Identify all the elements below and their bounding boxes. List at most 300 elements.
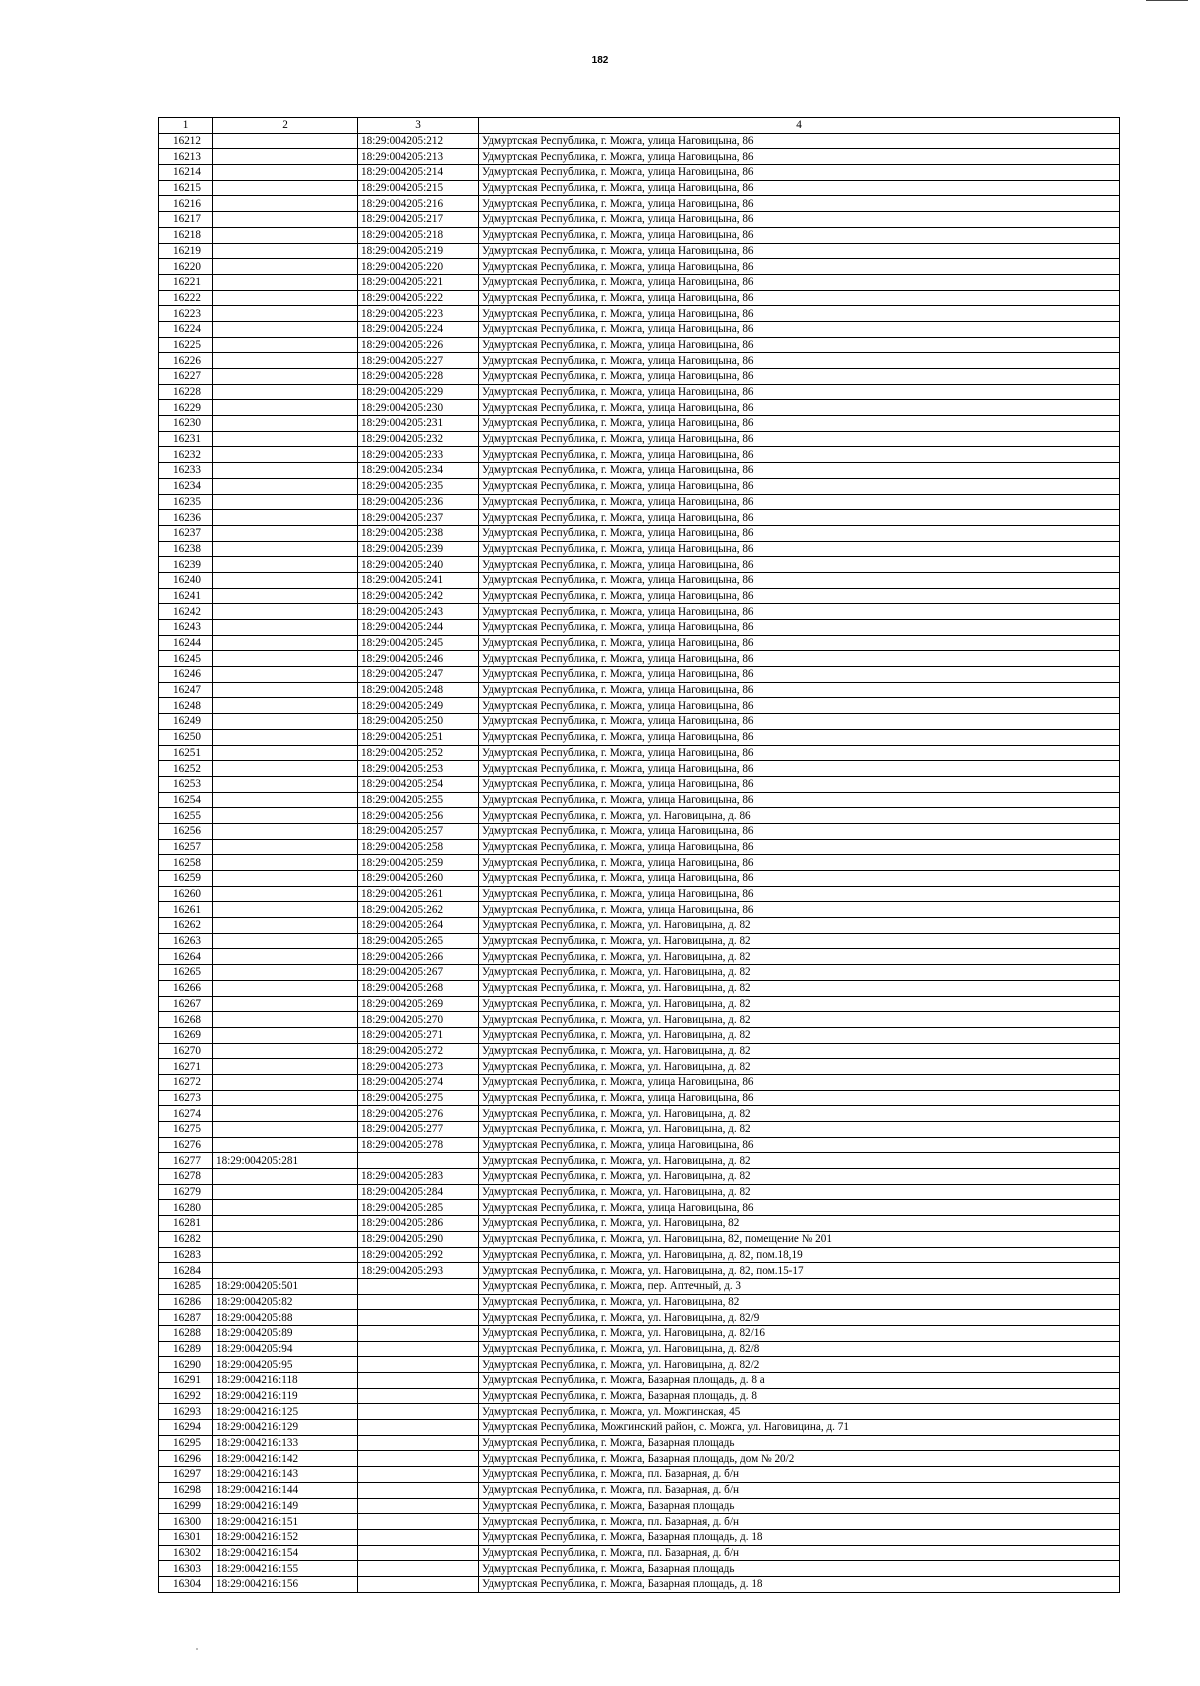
room-cadastral-number-cell: 18:29:004205:243 <box>358 604 479 620</box>
room-cadastral-number-cell <box>358 1310 479 1326</box>
room-cadastral-number-cell: 18:29:004205:237 <box>358 510 479 526</box>
room-cadastral-number-cell: 18:29:004205:248 <box>358 682 479 698</box>
room-cadastral-number-cell <box>358 1357 479 1373</box>
cadastral-number-cell <box>213 839 358 855</box>
table-row <box>159 478 1120 494</box>
cadastral-number-cell <box>213 306 358 322</box>
cadastral-number-cell <box>213 1043 358 1059</box>
cadastral-number-cell <box>213 196 358 212</box>
room-cadastral-number-cell: 18:29:004205:261 <box>358 886 479 902</box>
table-row <box>159 1278 1120 1294</box>
address-cell: Удмуртская Республика, г. Можга, пл. Базарная, д. б/н <box>479 1467 1120 1483</box>
room-cadastral-number-cell: 18:29:004205:264 <box>358 918 479 934</box>
table-row <box>159 1325 1120 1341</box>
cadastral-number-cell: 18:29:004216:129 <box>213 1420 358 1436</box>
address-cell: Удмуртская Республика, г. Можга, Базарная площадь, д. 8 <box>479 1388 1120 1404</box>
table-row <box>159 902 1120 918</box>
address-cell: Удмуртская Республика, Можгинский район, с. Можга, ул. Наговицина, д. 71 <box>479 1420 1120 1436</box>
row-number-cell: 16229 <box>159 400 213 416</box>
address-cell: Удмуртская Республика, г. Можга, улица Наговицына, 86 <box>479 682 1120 698</box>
cadastral-number-cell: 18:29:004216:151 <box>213 1514 358 1530</box>
address-cell: Удмуртская Республика, г. Можга, ул. Наговицына, д. 82 <box>479 1122 1120 1138</box>
room-cadastral-number-cell: 18:29:004205:234 <box>358 463 479 479</box>
cadastral-number-cell: 18:29:004205:501 <box>213 1278 358 1294</box>
table-row <box>159 321 1120 337</box>
address-cell: Удмуртская Республика, г. Можга, улица Наговицына, 86 <box>479 494 1120 510</box>
row-number-cell: 16279 <box>159 1184 213 1200</box>
table-row <box>159 729 1120 745</box>
row-number-cell: 16231 <box>159 431 213 447</box>
room-cadastral-number-cell: 18:29:004205:242 <box>358 588 479 604</box>
table-row <box>159 980 1120 996</box>
room-cadastral-number-cell: 18:29:004205:271 <box>358 1027 479 1043</box>
row-number-cell: 16248 <box>159 698 213 714</box>
table-row <box>159 1137 1120 1153</box>
cadastral-number-cell <box>213 855 358 871</box>
cadastral-number-cell <box>213 369 358 385</box>
table-row <box>159 808 1120 824</box>
address-cell: Удмуртская Республика, г. Можга, улица Наговицына, 86 <box>479 776 1120 792</box>
row-number-cell: 16245 <box>159 651 213 667</box>
row-number-cell: 16226 <box>159 353 213 369</box>
row-number-cell: 16243 <box>159 620 213 636</box>
table-row <box>159 1545 1120 1561</box>
row-number-cell: 16271 <box>159 1059 213 1075</box>
row-number-cell: 16234 <box>159 478 213 494</box>
room-cadastral-number-cell: 18:29:004205:222 <box>358 290 479 306</box>
cadastral-number-cell: 18:29:004205:281 <box>213 1153 358 1169</box>
room-cadastral-number-cell <box>358 1325 479 1341</box>
table-row <box>159 1200 1120 1216</box>
room-cadastral-number-cell: 18:29:004205:246 <box>358 651 479 667</box>
cadastral-number-cell <box>213 1137 358 1153</box>
cadastral-number-cell: 18:29:004216:142 <box>213 1451 358 1467</box>
address-cell: Удмуртская Республика, г. Можга, Базарная площадь, д. 18 <box>479 1576 1120 1592</box>
cadastral-number-cell <box>213 745 358 761</box>
room-cadastral-number-cell <box>358 1482 479 1498</box>
row-number-cell: 16282 <box>159 1231 213 1247</box>
address-cell: Удмуртская Республика, г. Можга, улица Наговицына, 86 <box>479 620 1120 636</box>
room-cadastral-number-cell <box>358 1514 479 1530</box>
cadastral-number-cell <box>213 698 358 714</box>
table-row <box>159 1216 1120 1232</box>
address-cell: Удмуртская Республика, г. Можга, улица Наговицына, 86 <box>479 886 1120 902</box>
address-cell: Удмуртская Республика, г. Можга, улица Наговицына, 86 <box>479 1200 1120 1216</box>
address-cell: Удмуртская Республика, г. Можга, ул. Наговицына, д. 82/9 <box>479 1310 1120 1326</box>
address-cell: Удмуртская Республика, г. Можга, Базарная площадь, дом № 20/2 <box>479 1451 1120 1467</box>
cadastral-number-cell <box>213 133 358 149</box>
row-number-cell: 16263 <box>159 933 213 949</box>
row-number-cell: 16280 <box>159 1200 213 1216</box>
row-number-cell: 16225 <box>159 337 213 353</box>
address-cell: Удмуртская Республика, г. Можга, ул. Наговицына, д. 82/2 <box>479 1357 1120 1373</box>
table-row <box>159 290 1120 306</box>
cadastral-number-cell <box>213 1059 358 1075</box>
row-number-cell: 16287 <box>159 1310 213 1326</box>
cadastral-number-cell <box>213 604 358 620</box>
cadastral-number-cell <box>213 259 358 275</box>
row-number-cell: 16298 <box>159 1482 213 1498</box>
address-cell: Удмуртская Республика, г. Можга, улица Наговицына, 86 <box>479 353 1120 369</box>
cadastral-number-cell <box>213 1200 358 1216</box>
row-number-cell: 16286 <box>159 1294 213 1310</box>
cadastral-number-cell: 18:29:004216:143 <box>213 1467 358 1483</box>
cadastral-number-cell <box>213 1231 358 1247</box>
room-cadastral-number-cell <box>358 1404 479 1420</box>
address-cell: Удмуртская Республика, г. Можга, Базарная площадь <box>479 1435 1120 1451</box>
row-number-cell: 16237 <box>159 525 213 541</box>
table-row <box>159 996 1120 1012</box>
cadastral-number-cell <box>213 965 358 981</box>
table-row <box>159 745 1120 761</box>
table-row <box>159 306 1120 322</box>
cadastral-number-cell <box>213 572 358 588</box>
row-number-cell: 16259 <box>159 871 213 887</box>
table-row <box>159 933 1120 949</box>
address-cell: Удмуртская Республика, г. Можга, улица Наговицына, 86 <box>479 902 1120 918</box>
row-number-cell: 16276 <box>159 1137 213 1153</box>
table-row <box>159 337 1120 353</box>
address-cell: Удмуртская Республика, г. Можга, улица Наговицына, 86 <box>479 259 1120 275</box>
room-cadastral-number-cell <box>358 1576 479 1592</box>
room-cadastral-number-cell: 18:29:004205:257 <box>358 823 479 839</box>
table-row <box>159 1341 1120 1357</box>
room-cadastral-number-cell: 18:29:004205:256 <box>358 808 479 824</box>
table-row <box>159 1357 1120 1373</box>
table-row <box>159 1482 1120 1498</box>
row-number-cell: 16295 <box>159 1435 213 1451</box>
address-cell: Удмуртская Республика, г. Можга, ул. Наговицына, д. 82, пом.15-17 <box>479 1263 1120 1279</box>
room-cadastral-number-cell: 18:29:004205:267 <box>358 965 479 981</box>
cadastral-number-cell <box>213 871 358 887</box>
cadastral-number-cell <box>213 1012 358 1028</box>
row-number-cell: 16303 <box>159 1561 213 1577</box>
row-number-cell: 16285 <box>159 1278 213 1294</box>
address-cell: Удмуртская Республика, г. Можга, ул. Наговицына, 82 <box>479 1216 1120 1232</box>
table-row <box>159 620 1120 636</box>
table-row <box>159 463 1120 479</box>
room-cadastral-number-cell: 18:29:004205:258 <box>358 839 479 855</box>
room-cadastral-number-cell: 18:29:004205:249 <box>358 698 479 714</box>
address-cell: Удмуртская Республика, г. Можга, ул. Наговицына, д. 82 <box>479 980 1120 996</box>
room-cadastral-number-cell: 18:29:004205:283 <box>358 1169 479 1185</box>
room-cadastral-number-cell: 18:29:004205:274 <box>358 1074 479 1090</box>
cadastral-number-cell <box>213 667 358 683</box>
cadastral-number-cell: 18:29:004216:119 <box>213 1388 358 1404</box>
address-cell: Удмуртская Республика, г. Можга, улица Наговицына, 86 <box>479 369 1120 385</box>
room-cadastral-number-cell: 18:29:004205:220 <box>358 259 479 275</box>
room-cadastral-number-cell <box>358 1498 479 1514</box>
table-row <box>159 886 1120 902</box>
room-cadastral-number-cell: 18:29:004205:251 <box>358 729 479 745</box>
address-cell: Удмуртская Республика, г. Можга, улица Наговицына, 86 <box>479 149 1120 165</box>
room-cadastral-number-cell: 18:29:004205:254 <box>358 776 479 792</box>
cadastral-number-cell <box>213 761 358 777</box>
cadastral-number-cell <box>213 384 358 400</box>
address-cell: Удмуртская Республика, г. Можга, ул. Наговицына, д. 82 <box>479 1184 1120 1200</box>
address-cell: Удмуртская Республика, г. Можга, пл. Базарная, д. б/н <box>479 1545 1120 1561</box>
cadastral-number-cell: 18:29:004216:155 <box>213 1561 358 1577</box>
cadastral-number-cell <box>213 149 358 165</box>
address-cell: Удмуртская Республика, г. Можга, ул. Наговицына, д. 82 <box>479 1027 1120 1043</box>
cadastral-number-cell: 18:29:004205:88 <box>213 1310 358 1326</box>
row-number-cell: 16304 <box>159 1576 213 1592</box>
room-cadastral-number-cell: 18:29:004205:285 <box>358 1200 479 1216</box>
cadastral-number-cell: 18:29:004216:118 <box>213 1373 358 1389</box>
cadastral-number-cell <box>213 400 358 416</box>
table-row <box>159 431 1120 447</box>
cadastral-number-cell: 18:29:004205:95 <box>213 1357 358 1373</box>
row-number-cell: 16283 <box>159 1247 213 1263</box>
room-cadastral-number-cell: 18:29:004205:278 <box>358 1137 479 1153</box>
cadastral-number-cell <box>213 447 358 463</box>
table-row <box>159 823 1120 839</box>
room-cadastral-number-cell: 18:29:004205:229 <box>358 384 479 400</box>
address-cell: Удмуртская Республика, г. Можга, улица Наговицына, 86 <box>479 510 1120 526</box>
address-cell: Удмуртская Республика, г. Можга, ул. Наговицына, 82, помещение № 201 <box>479 1231 1120 1247</box>
cadastral-number-cell <box>213 1122 358 1138</box>
address-cell: Удмуртская Республика, г. Можга, Базарная площадь <box>479 1561 1120 1577</box>
table-row <box>159 369 1120 385</box>
table-row <box>159 855 1120 871</box>
room-cadastral-number-cell <box>358 1467 479 1483</box>
cadastral-number-cell <box>213 353 358 369</box>
address-cell: Удмуртская Республика, г. Можга, улица Наговицына, 86 <box>479 745 1120 761</box>
room-cadastral-number-cell <box>358 1153 479 1169</box>
table-row <box>159 1451 1120 1467</box>
room-cadastral-number-cell: 18:29:004205:216 <box>358 196 479 212</box>
room-cadastral-number-cell: 18:29:004205:245 <box>358 635 479 651</box>
cadastral-number-cell <box>213 588 358 604</box>
address-cell: Удмуртская Республика, г. Можга, ул. Наговицына, д. 82 <box>479 1169 1120 1185</box>
table-row <box>159 1420 1120 1436</box>
address-cell: Удмуртская Республика, г. Можга, ул. Наговицына, д. 82 <box>479 1106 1120 1122</box>
cadastral-number-cell <box>213 635 358 651</box>
cadastral-number-cell <box>213 980 358 996</box>
room-cadastral-number-cell <box>358 1561 479 1577</box>
row-number-cell: 16294 <box>159 1420 213 1436</box>
row-number-cell: 16301 <box>159 1529 213 1545</box>
cadastral-number-cell <box>213 557 358 573</box>
cadastral-number-cell <box>213 714 358 730</box>
row-number-cell: 16302 <box>159 1545 213 1561</box>
cadastral-number-cell <box>213 902 358 918</box>
table-row <box>159 180 1120 196</box>
room-cadastral-number-cell: 18:29:004205:290 <box>358 1231 479 1247</box>
room-cadastral-number-cell: 18:29:004205:269 <box>358 996 479 1012</box>
room-cadastral-number-cell: 18:29:004205:213 <box>358 149 479 165</box>
room-cadastral-number-cell: 18:29:004205:250 <box>358 714 479 730</box>
row-number-cell: 16241 <box>159 588 213 604</box>
address-cell: Удмуртская Республика, г. Можга, улица Наговицына, 86 <box>479 604 1120 620</box>
address-cell: Удмуртская Республика, г. Можга, ул. Наговицына, д. 82 <box>479 1043 1120 1059</box>
address-cell: Удмуртская Республика, г. Можга, пл. Базарная, д. б/н <box>479 1482 1120 1498</box>
room-cadastral-number-cell: 18:29:004205:241 <box>358 572 479 588</box>
room-cadastral-number-cell: 18:29:004205:292 <box>358 1247 479 1263</box>
table-row <box>159 165 1120 181</box>
table-row <box>159 1404 1120 1420</box>
room-cadastral-number-cell: 18:29:004205:247 <box>358 667 479 683</box>
address-cell: Удмуртская Республика, г. Можга, улица Наговицына, 86 <box>479 180 1120 196</box>
cadastral-number-cell <box>213 165 358 181</box>
row-number-cell: 16239 <box>159 557 213 573</box>
room-cadastral-number-cell <box>358 1294 479 1310</box>
address-cell: Удмуртская Республика, г. Можга, улица Наговицына, 86 <box>479 698 1120 714</box>
table-row <box>159 776 1120 792</box>
table-row <box>159 1090 1120 1106</box>
cadastral-number-cell <box>213 243 358 259</box>
column-header-2: 2 <box>213 118 358 134</box>
cadastral-number-cell <box>213 682 358 698</box>
address-cell: Удмуртская Республика, г. Можга, улица Наговицына, 86 <box>479 133 1120 149</box>
table-row <box>159 792 1120 808</box>
address-cell: Удмуртская Республика, г. Можга, улица Наговицына, 86 <box>479 792 1120 808</box>
cadastral-number-cell <box>213 416 358 432</box>
table-body <box>159 133 1120 1592</box>
room-cadastral-number-cell: 18:29:004205:272 <box>358 1043 479 1059</box>
room-cadastral-number-cell <box>358 1278 479 1294</box>
cadastral-number-cell <box>213 1169 358 1185</box>
table-row <box>159 1184 1120 1200</box>
row-number-cell: 16233 <box>159 463 213 479</box>
cadastral-number-cell <box>213 1027 358 1043</box>
address-cell: Удмуртская Республика, г. Можга, улица Наговицына, 86 <box>479 1074 1120 1090</box>
table-row <box>159 949 1120 965</box>
table-row <box>159 243 1120 259</box>
row-number-cell: 16246 <box>159 667 213 683</box>
table-row <box>159 259 1120 275</box>
table-row <box>159 1294 1120 1310</box>
cadastral-number-cell <box>213 212 358 228</box>
cadastral-number-cell <box>213 933 358 949</box>
cadastral-number-cell <box>213 729 358 745</box>
room-cadastral-number-cell: 18:29:004205:228 <box>358 369 479 385</box>
row-number-cell: 16244 <box>159 635 213 651</box>
address-cell: Удмуртская Республика, г. Можга, улица Наговицына, 86 <box>479 165 1120 181</box>
cadastral-number-cell <box>213 227 358 243</box>
row-number-cell: 16232 <box>159 447 213 463</box>
row-number-cell: 16215 <box>159 180 213 196</box>
room-cadastral-number-cell: 18:29:004205:259 <box>358 855 479 871</box>
address-cell: Удмуртская Республика, г. Можга, улица Наговицына, 86 <box>479 243 1120 259</box>
cadastral-number-cell <box>213 478 358 494</box>
room-cadastral-number-cell: 18:29:004205:286 <box>358 1216 479 1232</box>
row-number-cell: 16288 <box>159 1325 213 1341</box>
scan-speck <box>196 1648 198 1650</box>
address-cell: Удмуртская Республика, г. Можга, улица Наговицына, 86 <box>479 290 1120 306</box>
table-row <box>159 510 1120 526</box>
row-number-cell: 16235 <box>159 494 213 510</box>
table-row <box>159 1027 1120 1043</box>
address-cell: Удмуртская Республика, г. Можга, улица Наговицына, 86 <box>479 463 1120 479</box>
address-cell: Удмуртская Республика, г. Можга, Базарная площадь, д. 8 а <box>479 1373 1120 1389</box>
address-cell: Удмуртская Республика, г. Можга, улица Наговицына, 86 <box>479 635 1120 651</box>
room-cadastral-number-cell <box>358 1388 479 1404</box>
address-cell: Удмуртская Республика, г. Можга, улица Наговицына, 86 <box>479 667 1120 683</box>
room-cadastral-number-cell: 18:29:004205:238 <box>358 525 479 541</box>
row-number-cell: 16278 <box>159 1169 213 1185</box>
row-number-cell: 16273 <box>159 1090 213 1106</box>
table-row <box>159 447 1120 463</box>
address-cell: Удмуртская Республика, г. Можга, ул. Наговицына, д. 82 <box>479 918 1120 934</box>
room-cadastral-number-cell: 18:29:004205:266 <box>358 949 479 965</box>
room-cadastral-number-cell: 18:29:004205:219 <box>358 243 479 259</box>
row-number-cell: 16289 <box>159 1341 213 1357</box>
table-row <box>159 965 1120 981</box>
cadastral-number-cell <box>213 1184 358 1200</box>
address-cell: Удмуртская Республика, г. Можга, улица Наговицына, 86 <box>479 588 1120 604</box>
address-cell: Удмуртская Республика, г. Можга, ул. Наговицына, д. 82 <box>479 1153 1120 1169</box>
page-number: 182 <box>591 55 609 66</box>
room-cadastral-number-cell: 18:29:004205:221 <box>358 274 479 290</box>
cadastral-number-cell <box>213 996 358 1012</box>
table-row <box>159 212 1120 228</box>
row-number-cell: 16213 <box>159 149 213 165</box>
address-cell: Удмуртская Республика, г. Можга, улица Наговицына, 86 <box>479 274 1120 290</box>
table-row <box>159 635 1120 651</box>
table-row <box>159 588 1120 604</box>
table-row <box>159 604 1120 620</box>
cadastral-number-cell: 18:29:004205:94 <box>213 1341 358 1357</box>
address-cell: Удмуртская Республика, г. Можга, улица Наговицына, 86 <box>479 855 1120 871</box>
address-cell: Удмуртская Республика, г. Можга, ул. Наговицына, д. 82 <box>479 933 1120 949</box>
row-number-cell: 16267 <box>159 996 213 1012</box>
address-cell: Удмуртская Республика, г. Можга, Базарная площадь, д. 18 <box>479 1529 1120 1545</box>
cadastral-number-cell: 18:29:004216:125 <box>213 1404 358 1420</box>
room-cadastral-number-cell: 18:29:004205:218 <box>358 227 479 243</box>
room-cadastral-number-cell: 18:29:004205:253 <box>358 761 479 777</box>
cadastral-number-cell <box>213 463 358 479</box>
room-cadastral-number-cell: 18:29:004205:224 <box>358 321 479 337</box>
room-cadastral-number-cell <box>358 1341 479 1357</box>
room-cadastral-number-cell: 18:29:004205:293 <box>358 1263 479 1279</box>
column-header-3: 3 <box>358 118 479 134</box>
table-row <box>159 698 1120 714</box>
cadastral-number-cell: 18:29:004216:149 <box>213 1498 358 1514</box>
room-cadastral-number-cell: 18:29:004205:284 <box>358 1184 479 1200</box>
room-cadastral-number-cell <box>358 1373 479 1389</box>
table-row <box>159 416 1120 432</box>
cadastral-number-cell <box>213 541 358 557</box>
address-cell: Удмуртская Республика, г. Можга, ул. Наговицына, д. 82 <box>479 996 1120 1012</box>
address-cell: Удмуртская Республика, г. Можга, ул. Наговицына, д. 82/16 <box>479 1325 1120 1341</box>
room-cadastral-number-cell: 18:29:004205:233 <box>358 447 479 463</box>
room-cadastral-number-cell: 18:29:004205:236 <box>358 494 479 510</box>
address-cell: Удмуртская Республика, г. Можга, улица Наговицына, 86 <box>479 572 1120 588</box>
room-cadastral-number-cell: 18:29:004205:239 <box>358 541 479 557</box>
table-row <box>159 1576 1120 1592</box>
table-row <box>159 353 1120 369</box>
table-row <box>159 761 1120 777</box>
address-cell: Удмуртская Республика, г. Можга, улица Наговицына, 86 <box>479 306 1120 322</box>
table-row <box>159 1529 1120 1545</box>
header-row <box>159 118 1120 134</box>
cadastral-number-cell <box>213 886 358 902</box>
address-cell: Удмуртская Республика, г. Можга, улица Наговицына, 86 <box>479 557 1120 573</box>
cadastral-number-cell <box>213 337 358 353</box>
table-row <box>159 667 1120 683</box>
address-cell: Удмуртская Республика, г. Можга, улица Наговицына, 86 <box>479 212 1120 228</box>
room-cadastral-number-cell <box>358 1451 479 1467</box>
address-cell: Удмуртская Республика, г. Можга, ул. Наговицына, д. 82/8 <box>479 1341 1120 1357</box>
row-number-cell: 16292 <box>159 1388 213 1404</box>
row-number-cell: 16297 <box>159 1467 213 1483</box>
address-cell: Удмуртская Республика, г. Можга, улица Наговицына, 86 <box>479 384 1120 400</box>
row-number-cell: 16268 <box>159 1012 213 1028</box>
row-number-cell: 16272 <box>159 1074 213 1090</box>
row-number-cell: 16250 <box>159 729 213 745</box>
row-number-cell: 16261 <box>159 902 213 918</box>
